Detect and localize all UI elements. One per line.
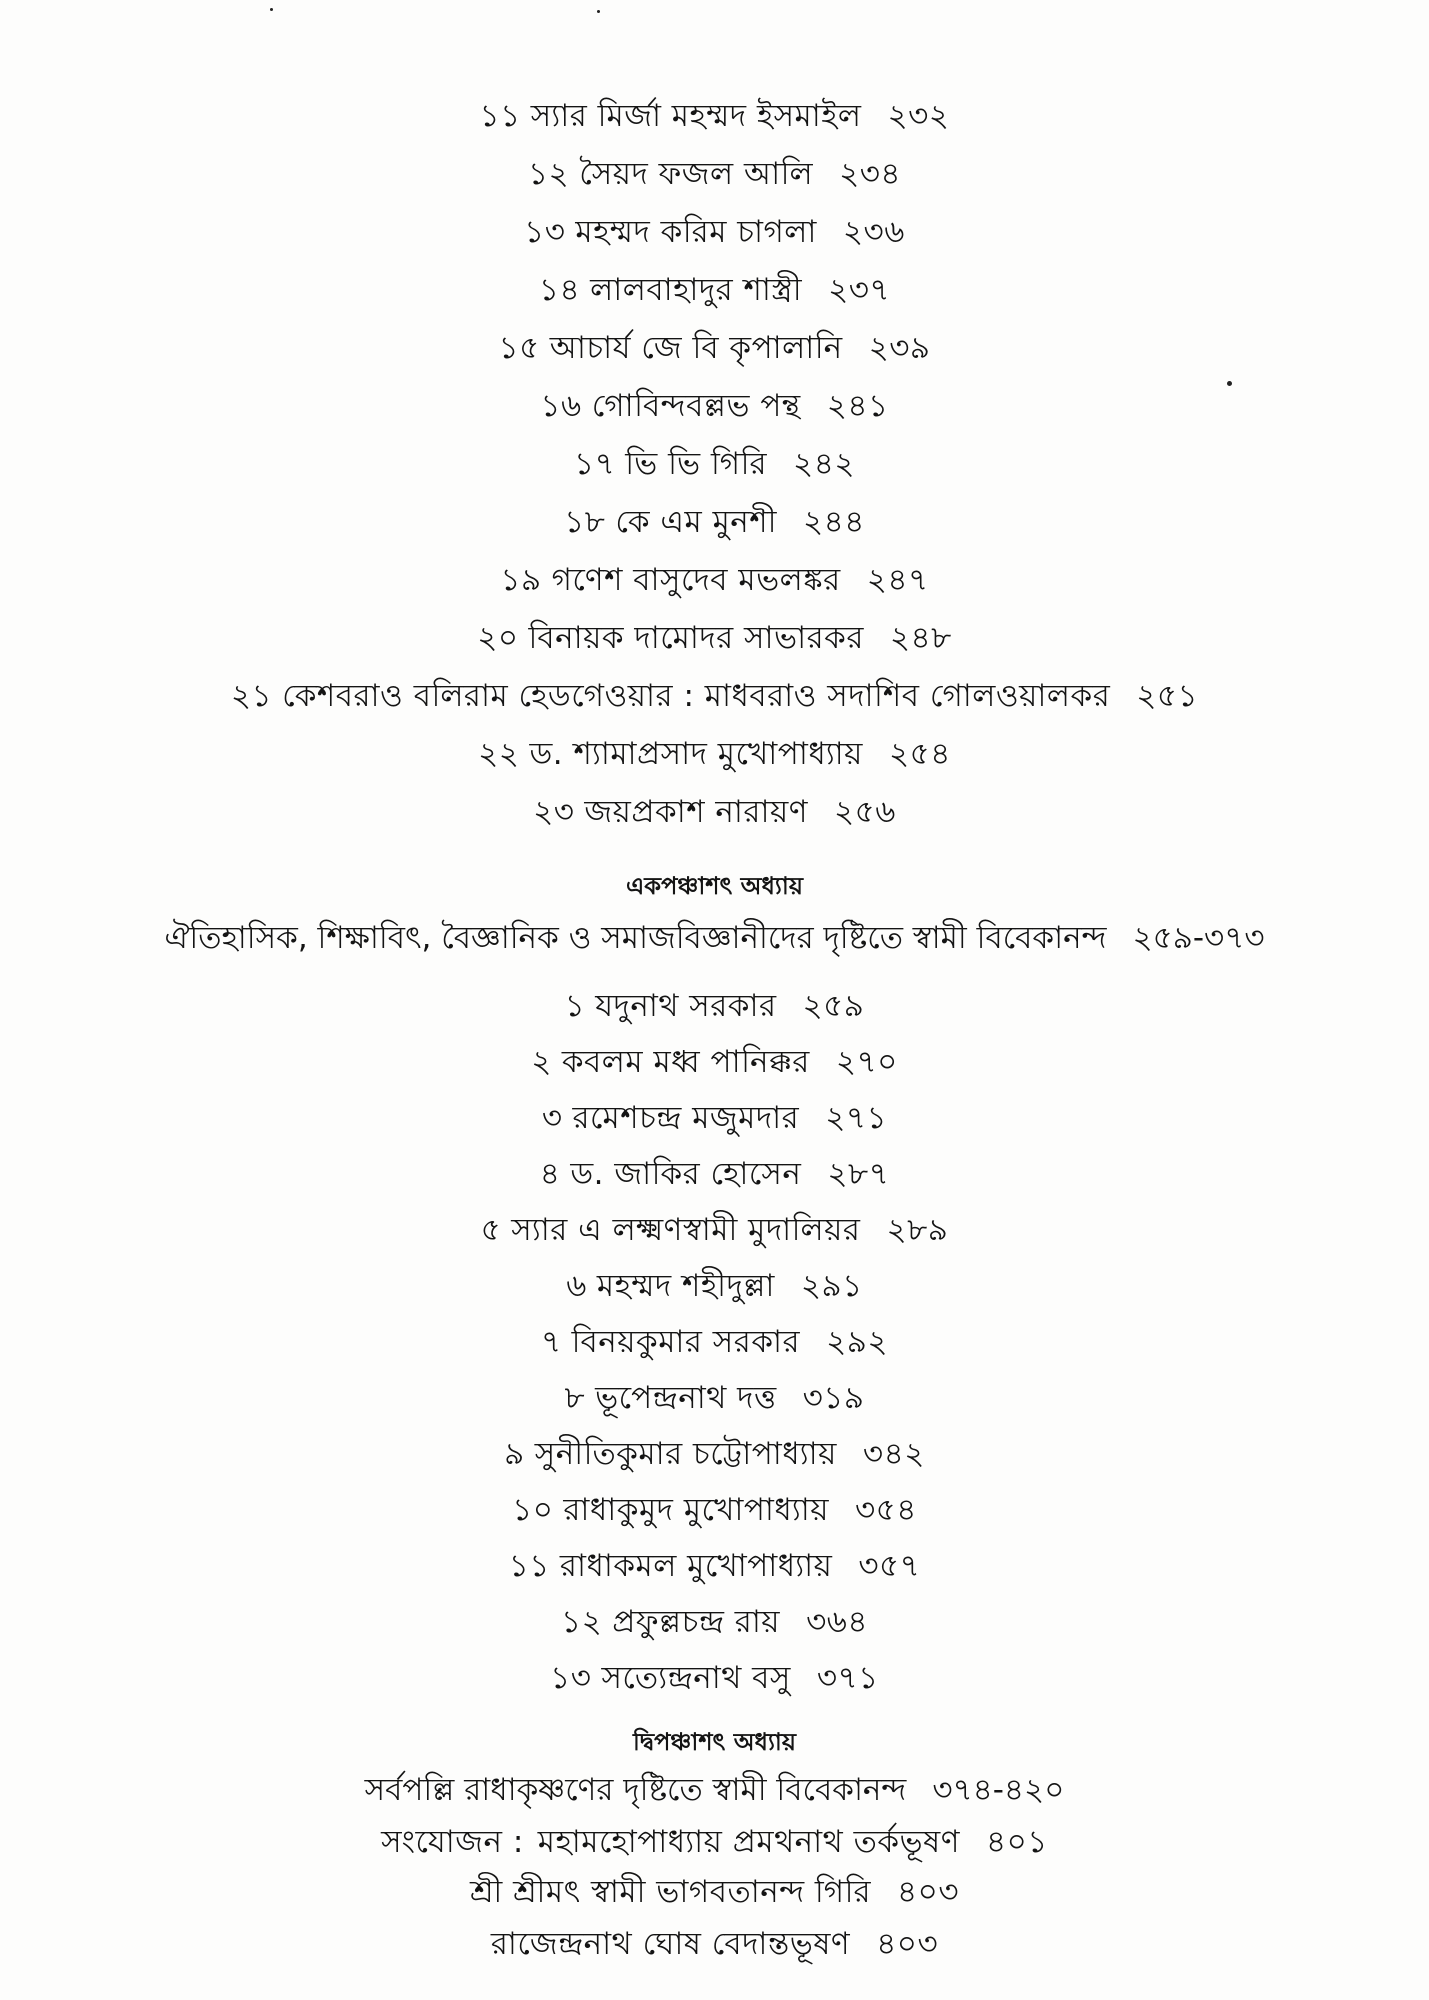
- entry-page: ২৫৯: [802, 988, 865, 1024]
- toc-entry: [0, 1924, 1429, 1964]
- entry-page: ২৭১: [825, 1100, 888, 1136]
- entry-name: যদুনাথ সরকার: [595, 988, 777, 1024]
- entry-name: রাধাকমল মুখোপাধ্যায়: [559, 1548, 833, 1584]
- toc-entry: ২০ বিনায়ক দামোদর সাভারকর ২৪৮: [477, 620, 952, 656]
- toc-entry: ৩ রমেশচন্দ্র মজুমদার ২৭১: [541, 1100, 888, 1136]
- entry-page: ২৫৬: [833, 794, 896, 830]
- entry-page: ২৩৭: [828, 272, 891, 308]
- chapter-51-pages: ২৫৯-৩৭৩: [1132, 920, 1265, 956]
- entry-page: ২৭০: [835, 1044, 898, 1080]
- chapter-51-title: ঐতিহাসিক, শিক্ষাবিৎ, বৈজ্ঞানিক ও সমাজবিজ্ঞানীদের দৃষ্টিতে স্বামী বিবেকানন্দ ২৫৯-৩৭৩: [164, 920, 1265, 956]
- toc-entry: ১৫ আচার্য জে বি কৃপালানি ২৩৯: [498, 330, 931, 366]
- entry-page: ৪০৩: [876, 1926, 939, 1962]
- entry-name: মহম্মদ শহীদুল্লা: [596, 1268, 775, 1304]
- entry-name: রাধাকুমুদ মুখোপাধ্যায়: [563, 1492, 829, 1528]
- toc-entry: ১০ রাধাকুমুদ মুখোপাধ্যায় ৩৫৪: [512, 1492, 917, 1528]
- entry-page: ২৩৪: [839, 156, 902, 192]
- toc-entry: [0, 1822, 1429, 1862]
- entry-page: ৩৭১: [816, 1660, 879, 1696]
- entry-name: সৈয়দ ফজল আলি: [579, 156, 814, 192]
- entry-page: ২৫১: [1136, 678, 1199, 714]
- entry-name: গণেশ বাসুদেব মভলঙ্কর: [551, 562, 841, 598]
- entry-name: কেশবরাও বলিরাম হেডগেওয়ার : মাধবরাও সদাশিব গোলওয়ালকর: [282, 678, 1111, 714]
- entry-name: গোবিন্দবল্লভ পন্থ: [591, 388, 801, 424]
- toc-entry: ৯ সুনীতিকুমার চট্টোপাধ্যায় ৩৪২: [504, 1436, 925, 1472]
- entry-page: ৩৪২: [862, 1436, 925, 1472]
- entry-page: ২৩৬: [842, 214, 905, 250]
- entry-page: ২৮৯: [886, 1212, 949, 1248]
- chapter-52-pages: ৩৭৪-৪২০: [932, 1772, 1065, 1808]
- entry-name: মহম্মদ করিম চাগলা: [575, 214, 817, 250]
- entry-name: কে এম মুনশী: [615, 504, 778, 540]
- entry-page: ৪০৩: [897, 1874, 959, 1910]
- entry-page: ৪০১: [985, 1824, 1048, 1860]
- entry-name: লালবাহাদুর শাস্ত্রী: [590, 272, 803, 308]
- chapter-52-heading: দ্বিপঞ্চাশৎ অধ্যায়: [632, 1728, 797, 1756]
- speck: [270, 8, 273, 11]
- toc-entry: ৭ বিনয়কুমার সরকার ২৯২: [540, 1324, 889, 1360]
- entry-page: ২৯২: [826, 1324, 889, 1360]
- toc-entry: ১৭ ভি ভি গিরি ২৪২: [574, 446, 855, 482]
- entry-page: ২৪৪: [803, 504, 865, 540]
- chapter-51-heading: একপঞ্চাশৎ অধ্যায়: [626, 872, 803, 900]
- entry-name: শ্রী শ্রীমৎ স্বামী ভাগবতানন্দ গিরি: [470, 1874, 872, 1910]
- entry-name: সুনীতিকুমার চট্টোপাধ্যায়: [534, 1436, 837, 1472]
- entry-page: ৩৫৪: [855, 1492, 917, 1528]
- toc-entry: ১২ প্রফুল্লচন্দ্র রায় ৩৬৪: [560, 1604, 869, 1640]
- entry-name: ভি ভি গিরি: [625, 446, 768, 482]
- toc-entry: ২ কবলম মধ্ব পানিক্কর ২৭০: [531, 1044, 898, 1080]
- entry-page: ৩১৯: [802, 1380, 865, 1416]
- toc-entry: ৬ মহম্মদ শহীদুল্লা ২৯১: [566, 1268, 863, 1304]
- toc-entry: ১২ সৈয়দ ফজল আলি ২৩৪: [527, 156, 902, 192]
- toc-entry: ১৩ সত্যেন্দ্রনাথ বসু ৩৭১: [550, 1660, 879, 1696]
- entry-page: ২৪২: [793, 446, 855, 482]
- toc-entry: ৫ স্যার এ লক্ষ্মণস্বামী মুদালিয়র ২৮৯: [480, 1212, 949, 1248]
- entry-name: ড. জাকির হোসেন: [570, 1156, 802, 1192]
- entry-name: জয়প্রকাশ নারায়ণ: [584, 794, 808, 830]
- entry-page: ২৮৭: [827, 1156, 890, 1192]
- toc-entry: ১১ রাধাকমল মুখোপাধ্যায় ৩৫৭: [508, 1548, 921, 1584]
- entry-name: ড. শ্যামাপ্রসাদ মুখোপাধ্যায়: [529, 736, 863, 772]
- entry-page: ৩৫৭: [858, 1548, 921, 1584]
- toc-entry: ২৩ জয়প্রকাশ নারায়ণ ২৫৬: [533, 794, 896, 830]
- entry-page: ৩৬৪: [806, 1604, 869, 1640]
- toc-entry: [0, 1872, 1429, 1912]
- entry-name: সত্যেন্দ্রনাথ বসু: [601, 1660, 791, 1696]
- entry-page: ২৯১: [800, 1268, 863, 1304]
- toc-entry: ২১ কেশবরাও বলিরাম হেডগেওয়ার : মাধবরাও সদাশিব গোলওয়ালকর ২৫১: [230, 678, 1199, 714]
- entry-name: রাজেন্দ্রনাথ ঘোষ বেদান্তভূষণ: [490, 1926, 851, 1962]
- toc-entry: ১৩ মহম্মদ করিম চাগলা ২৩৬: [524, 214, 905, 250]
- entry-name: বিনায়ক দামোদর সাভারকর: [528, 620, 864, 656]
- entry-page: ২৪৮: [889, 620, 952, 656]
- entry-name: বিনয়কুমার সরকার: [571, 1324, 801, 1360]
- entry-name: স্যার মির্জা মহম্মদ ইসমাইল: [530, 98, 862, 134]
- toc-entry: ৪ ড. জাকির হোসেন ২৮৭: [539, 1156, 890, 1192]
- toc-entry: ১১ স্যার মির্জা মহম্মদ ইসমাইল ২৩২: [479, 98, 950, 134]
- entry-page: ২৩৯: [868, 330, 931, 366]
- entry-name: রমেশচন্দ্র মজুমদার: [572, 1100, 800, 1136]
- chapter-52-title: সর্বপল্লি রাধাকৃষ্ণণের দৃষ্টিতে স্বামী বিবেকানন্দ ৩৭৪-৪২০: [364, 1772, 1065, 1808]
- entry-page: ২৪৭: [866, 562, 929, 598]
- entry-name: কবলম মধ্ব পানিক্কর: [561, 1044, 810, 1080]
- toc-entry: ১৯ গণেশ বাসুদেব মভলঙ্কর ২৪৭: [500, 562, 929, 598]
- toc-entry: ১৬ গোবিন্দবল্লভ পন্থ ২৪১: [540, 388, 889, 424]
- entry-name: ভূপেন্দ্রনাথ দত্ত: [595, 1380, 777, 1416]
- toc-entry: ৮ ভূপেন্দ্রনাথ দত্ত ৩১৯: [564, 1380, 865, 1416]
- entry-page: ২৫৪: [888, 736, 951, 772]
- toc-entry: ২২ ড. শ্যামাপ্রসাদ মুখোপাধ্যায় ২৫৪: [478, 736, 951, 772]
- entry-page: ২৩২: [887, 98, 950, 134]
- entry-name: মহামহোপাধ্যায় প্রমথনাথ তর্কভূষণ: [537, 1824, 960, 1860]
- speck: [597, 10, 600, 13]
- entry-name: প্রফুল্লচন্দ্র রায়: [612, 1604, 781, 1640]
- entry-name: আচার্য জে বি কৃপালানি: [549, 330, 843, 366]
- toc-entry: ১৪ লালবাহাদুর শাস্ত্রী ২৩৭: [538, 272, 891, 308]
- entry-name: স্যার এ লক্ষ্মণস্বামী মুদালিয়র: [511, 1212, 861, 1248]
- entry-prefix: সংযোজন :: [381, 1824, 524, 1860]
- entry-page: ২৪১: [826, 388, 889, 424]
- speck: [1227, 381, 1232, 386]
- toc-entry: ১৮ কে এম মুনশী ২৪৪: [564, 504, 865, 540]
- toc-entry: ১ যদুনাথ সরকার ২৫৯: [564, 988, 865, 1024]
